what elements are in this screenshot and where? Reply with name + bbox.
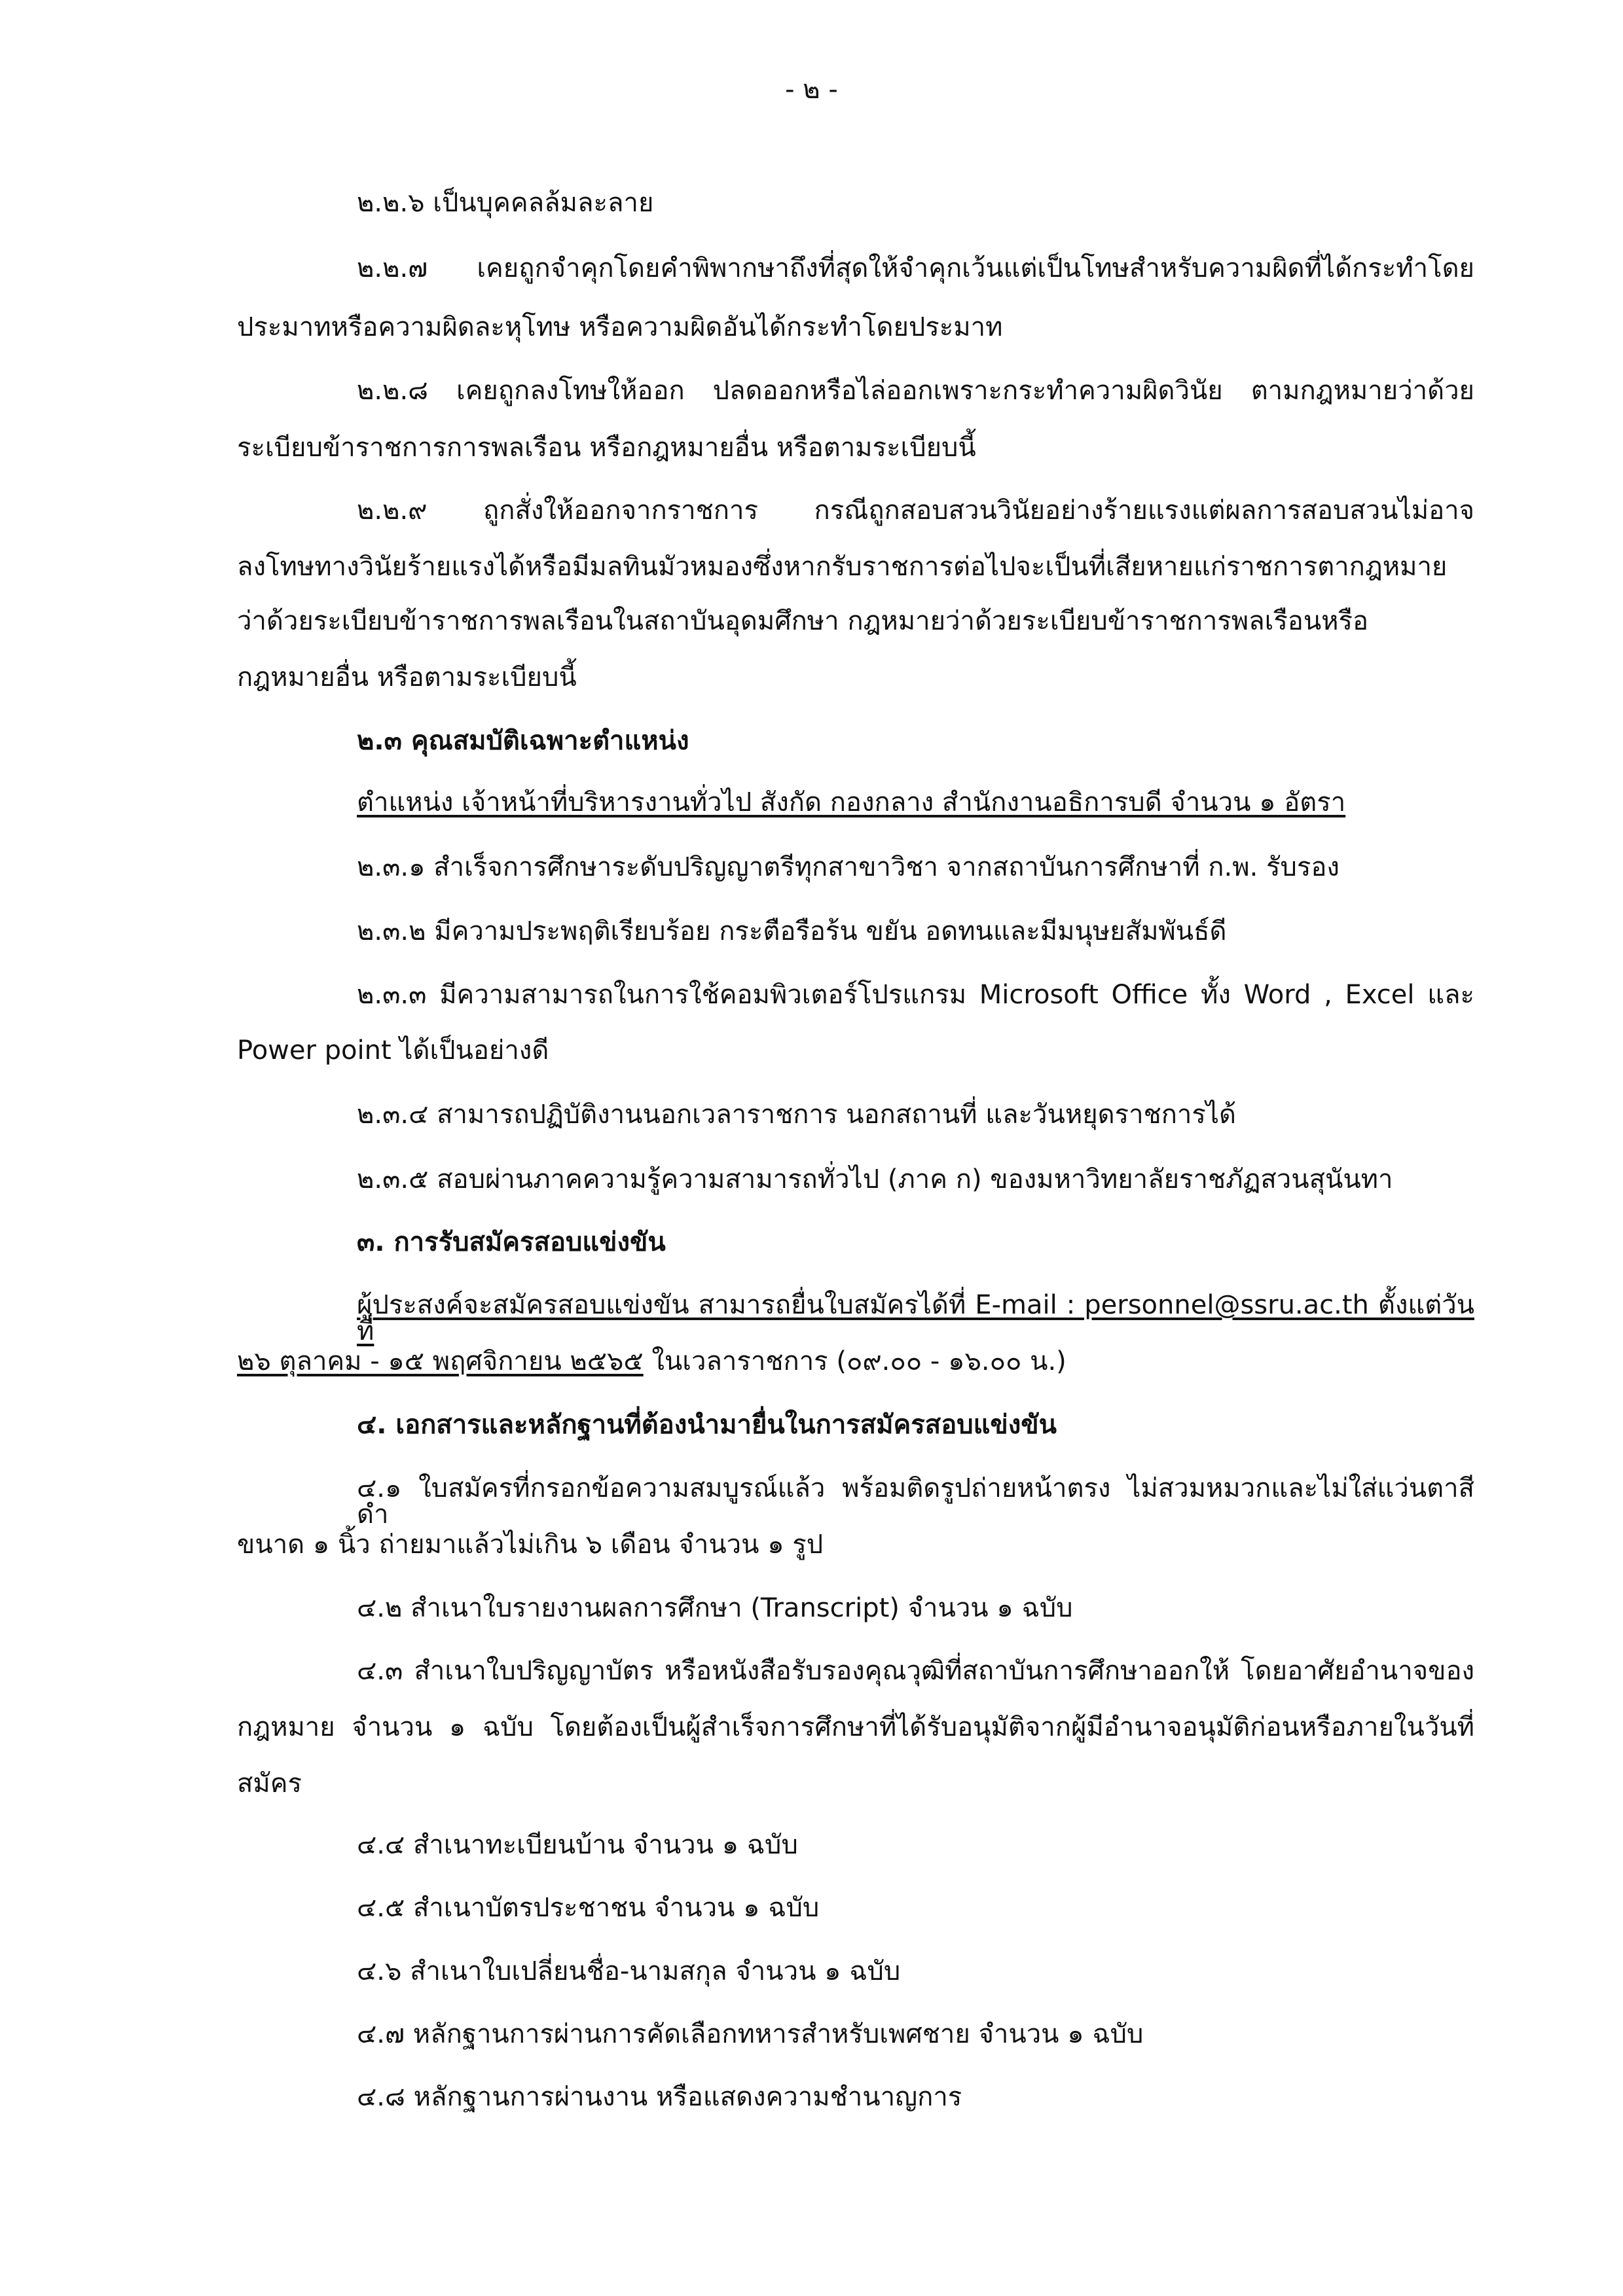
clause-2-2-9-line-1: ๒.๒.๙ ถูกสั่งให้ออกจากราชการ กรณีถูกสอบสวนวินัยอย่างร้ายแรงแต่ผลการสอบสวนไม่อาจ bbox=[357, 495, 1474, 526]
heading-2-3: ๒.๓ คุณสมบัติเฉพาะตำแหน่ง bbox=[357, 726, 689, 756]
clause-2-2-9-line-3: ว่าด้วยระเบียบข้าราชการพลเรือนในสถาบันอุดมศึกษา กฎหมายว่าด้วยระเบียบข้าราชการพลเรือนหรือ bbox=[237, 606, 1369, 636]
clause-2-3-4: ๒.๓.๔ สามารถปฏิบัติงานนอกเวลาราชการ นอกสถานที่ และวันหยุดราชการได้ bbox=[357, 1100, 1236, 1130]
clause-2-3-5: ๒.๓.๕ สอบผ่านภาคความรู้ความสามารถทั่วไป (ภาค ก) ของมหาวิทยาลัยราชภัฏสวนสุนันทา bbox=[357, 1164, 1393, 1194]
clause-4-3-line-1: ๔.๓ สำเนาใบปริญญาบัตร หรือหนังสือรับรองคุณวุฒิที่สถาบันการศึกษาออกให้ โดยอาศัยอำนาจของ bbox=[357, 1656, 1474, 1686]
clause-2-2-7-line-2: ประมาทหรือความผิดละหุโทษ หรือความผิดอันได้กระทำโดยประมาท bbox=[237, 312, 1003, 342]
clause-4-1-line-2: ขนาด ๑ นิ้ว ถ่ายมาแล้วไม่เกิน ๖ เดือน จำนวน ๑ รูป bbox=[237, 1530, 824, 1560]
application-line-2 bbox=[237, 1348, 1067, 1374]
clause-2-2-7-line-1: ๒.๒.๗ เคยถูกจำคุกโดยคำพิพากษาถึงที่สุดให้จำคุกเว้นแต่เป็นโทษสำหรับความผิดที่ได้กระทำโดย bbox=[357, 253, 1474, 283]
clause-4-2: ๔.๒ สำเนาใบรายงานผลการศึกษา (Transcript) จำนวน ๑ ฉบับ bbox=[357, 1593, 1073, 1623]
clause-4-4: ๔.๔ สำเนาทะเบียนบ้าน จำนวน ๑ ฉบับ bbox=[357, 1830, 798, 1860]
clause-4-5: ๔.๕ สำเนาบัตรประชาชน จำนวน ๑ ฉบับ bbox=[357, 1893, 820, 1923]
clause-4-8: ๔.๘ หลักฐานการผ่านงาน หรือแสดงความชำนาญการ bbox=[357, 2082, 962, 2112]
clause-2-3-3-line-2: Power point ได้เป็นอย่างดี bbox=[237, 1035, 549, 1066]
page-number: - ๒ - bbox=[785, 75, 838, 105]
clause-2-2-9-line-2: ลงโทษทางวินัยร้ายแรงได้หรือมีมลทินมัวหมองซึ่งหากรับราชการต่อไปจะเป็นที่เสียหายแก่ราชการตากฎหมาย bbox=[237, 552, 1448, 582]
clause-4-6: ๔.๖ สำเนาใบเปลี่ยนชื่อ-นามสกุล จำนวน ๑ ฉบับ bbox=[357, 1956, 901, 1986]
application-period: ๒๖ ตุลาคม - ๑๕ พฤศจิกายน ๒๕๖๕ bbox=[237, 1346, 644, 1376]
heading-3: ๓. การรับสมัครสอบแข่งขัน bbox=[357, 1227, 666, 1257]
clause-2-2-9-line-4: กฎหมายอื่น หรือตามระเบียบนี้ bbox=[237, 662, 577, 692]
office-hours: ในเวลาราชการ (๐๙.๐๐ - ๑๖.๐๐ น.) bbox=[643, 1346, 1067, 1376]
clause-4-3-line-2: กฎหมาย จำนวน ๑ ฉบับ โดยต้องเป็นผู้สำเร็จการศึกษาที่ได้รับอนุมัติจากผู้มีอำนาจอนุมัติก่อนหรือภายในวันที่ bbox=[237, 1712, 1474, 1742]
clause-2-3-1: ๒.๓.๑ สำเร็จการศึกษาระดับปริญญาตรีทุกสาขาวิชา จากสถาบันการศึกษาที่ ก.พ. รับรอง bbox=[357, 852, 1340, 882]
clause-2-2-6: ๒.๒.๖ เป็นบุคคลล้มละลาย bbox=[357, 188, 654, 218]
clause-2-3-2: ๒.๓.๒ มีความประพฤติเรียบร้อย กระตือรือร้น ขยัน อดทนและมีมนุษยสัมพันธ์ดี bbox=[357, 916, 1227, 946]
clause-2-2-8-line-2: ระเบียบข้าราชการการพลเรือน หรือกฎหมายอื่น หรือตามระเบียบนี้ bbox=[237, 433, 976, 463]
clause-4-3-line-3: สมัคร bbox=[237, 1768, 302, 1799]
heading-4: ๔. เอกสารและหลักฐานที่ต้องนำมายื่นในการสมัครสอบแข่งขัน bbox=[357, 1410, 1057, 1440]
clause-2-3-3-line-1: ๒.๓.๓ มีความสามารถในการใช้คอมพิวเตอร์โปรแกรม Microsoft Office ทั้ง Word , Excel และ bbox=[357, 980, 1474, 1010]
application-line-1: ผู้ประสงค์จะสมัครสอบแข่งขัน สามารถยื่นใบสมัครได้ที่ E-mail : personnel@ssru.ac.th ตั้งแต่วันที่ bbox=[357, 1290, 1474, 1346]
clause-4-1-line-1: ๔.๑ ใบสมัครที่กรอกข้อความสมบูรณ์แล้ว พร้อมติดรูปถ่ายหน้าตรง ไม่สวมหมวกและไม่ใส่แว่นตาสีดำ bbox=[357, 1473, 1474, 1530]
position-title: ตำแหน่ง เจ้าหน้าที่บริหารงานทั่วไป สังกัด กองกลาง สำนักงานอธิการบดี จำนวน ๑ อัตรา bbox=[357, 787, 1346, 817]
clause-2-2-8-line-1: ๒.๒.๘ เคยถูกลงโทษให้ออก ปลดออกหรือไล่ออกเพราะกระทำความผิดวินัย ตามกฎหมายว่าด้วย bbox=[357, 376, 1474, 406]
clause-4-7: ๔.๗ หลักฐานการผ่านการคัดเลือกทหารสำหรับเพศชาย จำนวน ๑ ฉบับ bbox=[357, 2019, 1144, 2049]
